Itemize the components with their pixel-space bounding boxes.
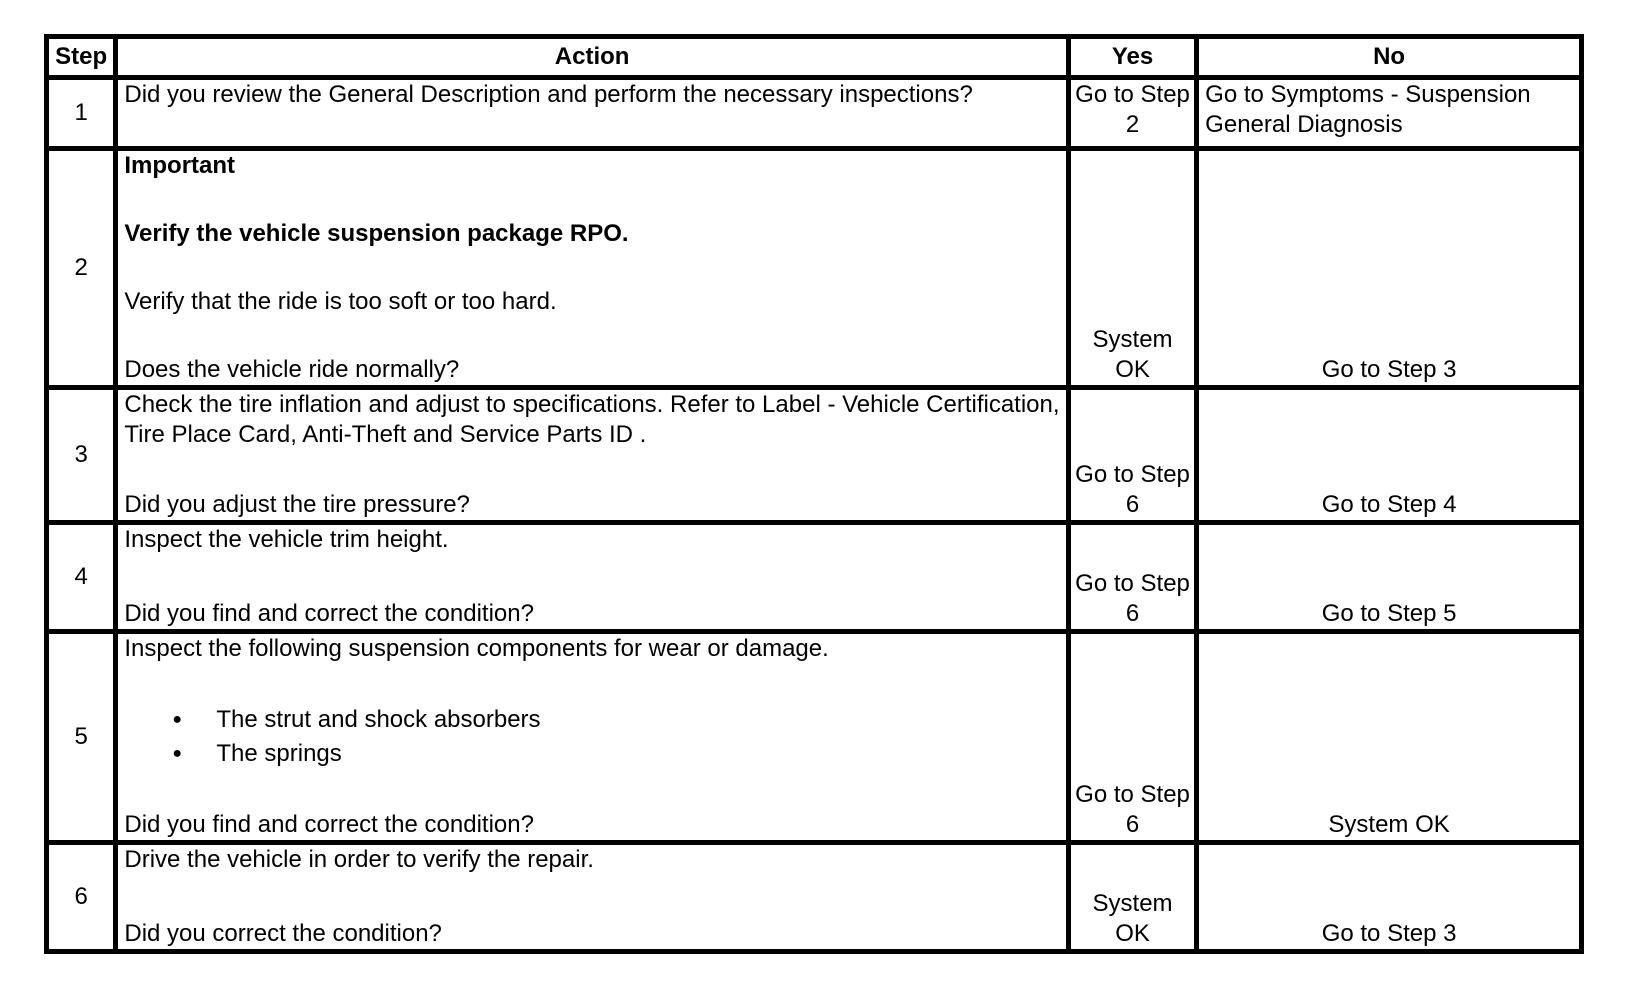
step-number: 6 xyxy=(47,843,116,952)
no-cell: Go to Step 3 xyxy=(1197,843,1582,952)
table-row xyxy=(47,78,1582,149)
header-step: Step xyxy=(47,37,116,78)
important-label: Important xyxy=(124,152,236,179)
yes-cell: Go to Step 6 xyxy=(1068,632,1196,843)
step-number: 2 xyxy=(47,149,116,388)
yes-cell: System OK xyxy=(1068,149,1196,388)
header-yes: Yes xyxy=(1068,37,1196,78)
action-text: Drive the vehicle in order to verify the repair. xyxy=(124,846,594,873)
action-content xyxy=(124,845,1060,949)
action-content xyxy=(124,151,1060,385)
action-content xyxy=(124,390,1060,520)
action-content xyxy=(124,525,1060,629)
yes-cell: Go to Step 2 xyxy=(1068,78,1196,149)
step-number: 1 xyxy=(47,78,116,149)
step-number: 4 xyxy=(47,523,116,632)
header-action: Action xyxy=(116,37,1069,78)
list-item: ● The strut and shock absorbers xyxy=(216,703,1060,737)
action-cell xyxy=(116,523,1069,632)
action-content xyxy=(124,634,1060,840)
action-text: Inspect the vehicle trim height. xyxy=(124,526,449,553)
action-cell xyxy=(116,843,1069,952)
step-number: 5 xyxy=(47,632,116,843)
action-question: Did you find and correct the condition? xyxy=(124,811,534,838)
diagnostic-table xyxy=(44,34,1584,954)
list-item: ● The springs xyxy=(216,737,1060,771)
table-header-row xyxy=(47,37,1582,78)
yes-cell: System OK xyxy=(1068,843,1196,952)
table-row xyxy=(47,149,1582,388)
action-cell xyxy=(116,632,1069,843)
no-cell: Go to Step 5 xyxy=(1197,523,1582,632)
step-number: 3 xyxy=(47,388,116,523)
action-question: Does the vehicle ride normally? xyxy=(124,356,460,383)
no-cell: System OK xyxy=(1197,632,1582,843)
table-row xyxy=(47,523,1582,632)
action-text: Did you review the General Description and perform the necessary inspections? xyxy=(124,81,973,108)
action-text: Inspect the following suspension components for wear or damage. xyxy=(124,635,829,662)
action-text: Check the tire inflation and adjust to specifications. Refer to Label - Vehicle Certification, Tire Place Card, Anti-Theft and Service Parts ID . xyxy=(124,391,1060,448)
table-row xyxy=(47,843,1582,952)
no-cell: Go to Symptoms - Suspension General Diagnosis xyxy=(1197,78,1582,149)
action-question: Did you correct the condition? xyxy=(124,920,442,947)
no-cell: Go to Step 4 xyxy=(1197,388,1582,523)
action-cell xyxy=(116,388,1069,523)
yes-cell: Go to Step 6 xyxy=(1068,388,1196,523)
table-row xyxy=(47,632,1582,843)
yes-cell: Go to Step 6 xyxy=(1068,523,1196,632)
action-cell xyxy=(116,149,1069,388)
no-cell: Go to Step 3 xyxy=(1197,149,1582,388)
table-row xyxy=(47,388,1582,523)
header-no: No xyxy=(1197,37,1582,78)
action-question: Did you find and correct the condition? xyxy=(124,600,534,627)
action-cell xyxy=(116,78,1069,149)
component-list xyxy=(124,703,1060,771)
action-question: Did you adjust the tire pressure? xyxy=(124,491,470,518)
important-note: Verify the vehicle suspension package RPO. xyxy=(124,220,629,247)
action-text: Verify that the ride is too soft or too hard. xyxy=(124,288,557,315)
